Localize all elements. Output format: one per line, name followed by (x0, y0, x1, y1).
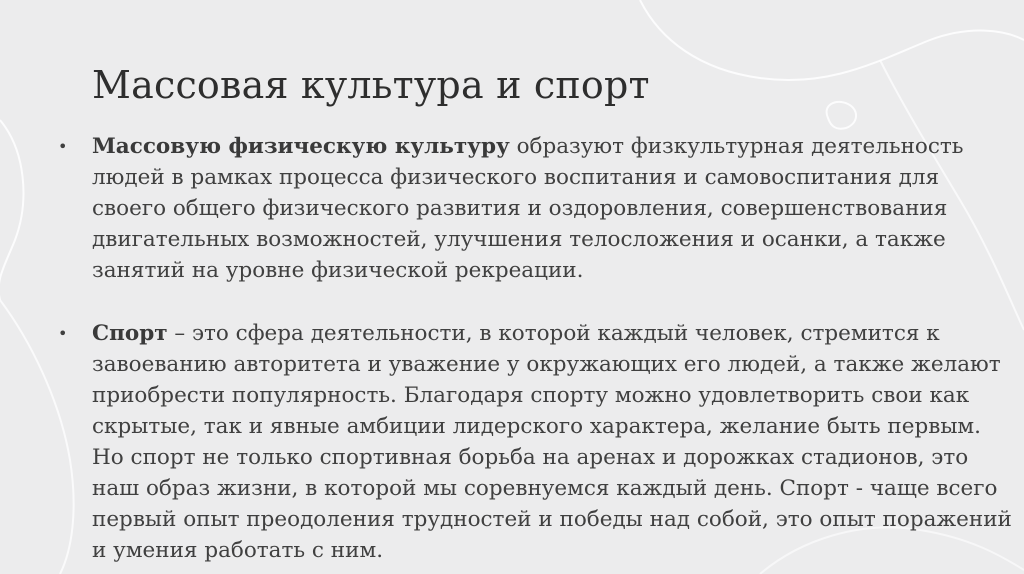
bullet-text: образуют физкультурная деятельность людей в рамках процесса физического воспитания и самовоспитания для своего общего физического развития и оздоровления, совершенствования двигательных возможностей, улучшения телосложения и осанки, а также занятий на уровне физической рекреации. (92, 134, 964, 283)
bullet-text: – это сфера деятельности, в которой каждый человек, стремится к завоеванию авторитета и уважение у окружающих его людей, а также желают приобрести популярность. Благодаря спорту можно удовлетворить свои как скрытые, так и явные амбиции лидерского характера, желание быть первым. Но спорт не только спортивная борьба на аренах и дорожках стадионов, это наш образ жизни, в которой мы соревнуемся каждый день. Спорт - чаще всего первый опыт преодоления трудностей и победы над собой, это опыт поражений и умения работать с ним. (92, 321, 1012, 563)
bullet-term: Массовую физическую культуру (92, 134, 510, 159)
slide-title: Массовая культура и спорт (92, 63, 650, 107)
decor-small-loop (827, 102, 856, 129)
decor-curve-left (0, 120, 23, 300)
bullet-term: Спорт (92, 321, 168, 346)
bullet-icon: • (58, 137, 68, 156)
bullet-list (58, 131, 1012, 566)
bullet-item-mass-physical-culture (58, 131, 1012, 286)
bullet-item-sport (58, 318, 1012, 566)
decor-curve-top-right (640, 0, 1024, 80)
bullet-icon: • (58, 324, 68, 343)
